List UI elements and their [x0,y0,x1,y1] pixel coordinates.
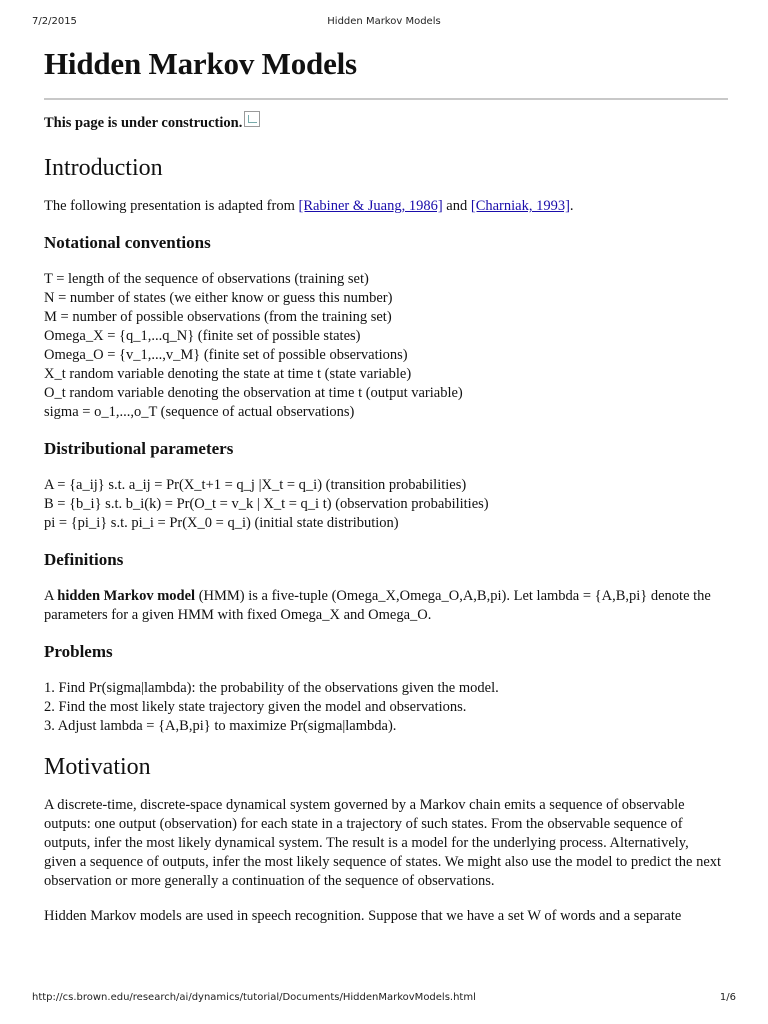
problems-heading: Problems [44,642,113,661]
print-url: http://cs.brown.edu/research/ai/dynamics/tutorial/Documents/HiddenMarkovModels.html [32,992,476,1003]
problem-item: 1. Find Pr(sigma|lambda): the probability of the observations given the model. [44,680,499,696]
distributional-heading: Distributional parameters [44,439,234,458]
rabiner-juang-link[interactable]: [Rabiner & Juang, 1986] [298,198,443,214]
notation-heading: Notational conventions [44,233,211,252]
problem-item: 2. Find the most likely state trajectory given the model and observations. [44,699,467,715]
print-footer [32,992,736,1006]
hmm-term: hidden Markov model [57,588,196,604]
distributional-line: pi = {pi_i} s.t. pi_i = Pr(X_0 = q_i) (initial state distribution) [44,515,399,531]
motivation-paragraph-2: Hidden Markov models are used in speech recognition. Suppose that we have a set W of words and a separate [44,908,682,924]
definitions-text-after: (HMM) is a five-tuple (Omega_X,Omega_O,A,B,pi). Let lambda = {A,B,pi} denote the parameters for a given HMM with fixed Omega_X and Omega_O. [44,588,711,623]
document-body [44,44,724,942]
intro-text-before: The following presentation is adapted from [44,198,299,214]
notation-line: Omega_X = {q_1,...q_N} (finite set of possible states) [44,328,361,344]
section-introduction-heading: Introduction [44,155,163,181]
title-divider [44,98,728,100]
construction-text: This page is under construction. [44,115,243,131]
notation-line: X_t random variable denoting the state at time t (state variable) [44,366,412,382]
problems-list [44,679,724,736]
construction-notice [44,114,724,133]
intro-text-after: . [569,198,574,214]
notation-list [44,270,724,422]
section-motivation-heading: Motivation [44,754,151,780]
notation-line: sigma = o_1,...,o_T (sequence of actual observations) [44,404,355,420]
print-date: 7/2/2015 [32,16,77,27]
definitions-heading: Definitions [44,550,124,569]
notation-line: M = number of possible observations (from the training set) [44,309,392,325]
distributional-line: A = {a_ij} s.t. a_ij = Pr(X_t+1 = q_j |X_t = q_i) (transition probabilities) [44,477,467,493]
motivation-paragraph-1: A discrete-time, discrete-space dynamical system governed by a Markov chain emits a sequence of observable outputs: one output (observation) for each state in a trajectory of such states. From the observable sequence of outputs, infer the most likely dynamical system. The result is a model for the underlying process. Alternatively, given a sequence of outputs, infer the most likely sequence of states. We might also use the model to predict the next observation or more generally a continuation of the sequence of observations. [44,797,722,889]
notation-line: T = length of the sequence of observations (training set) [44,271,369,287]
page-title: Hidden Markov Models [44,46,357,81]
charniak-link[interactable]: [Charniak, 1993] [470,198,570,214]
definitions-paragraph [44,587,724,625]
problem-item: 3. Adjust lambda = {A,B,pi} to maximize Pr(sigma|lambda). [44,718,397,734]
notation-line: N = number of states (we either know or guess this number) [44,290,393,306]
print-header [32,16,736,30]
distributional-line: B = {b_i} s.t. b_i(k) = Pr(O_t = v_k | X_t = q_i t) (observation probabilities) [44,496,489,512]
distributional-list [44,476,724,533]
definitions-text-before: A [44,588,58,604]
notation-line: O_t random variable denoting the observation at time t (output variable) [44,385,463,401]
notation-line: Omega_O = {v_1,...,v_M} (finite set of possible observations) [44,347,408,363]
page-number: 1/6 [719,992,736,1003]
intro-paragraph [44,197,724,216]
intro-text-middle: and [442,198,471,214]
broken-image-icon [244,111,260,127]
print-title: Hidden Markov Models [327,16,441,27]
